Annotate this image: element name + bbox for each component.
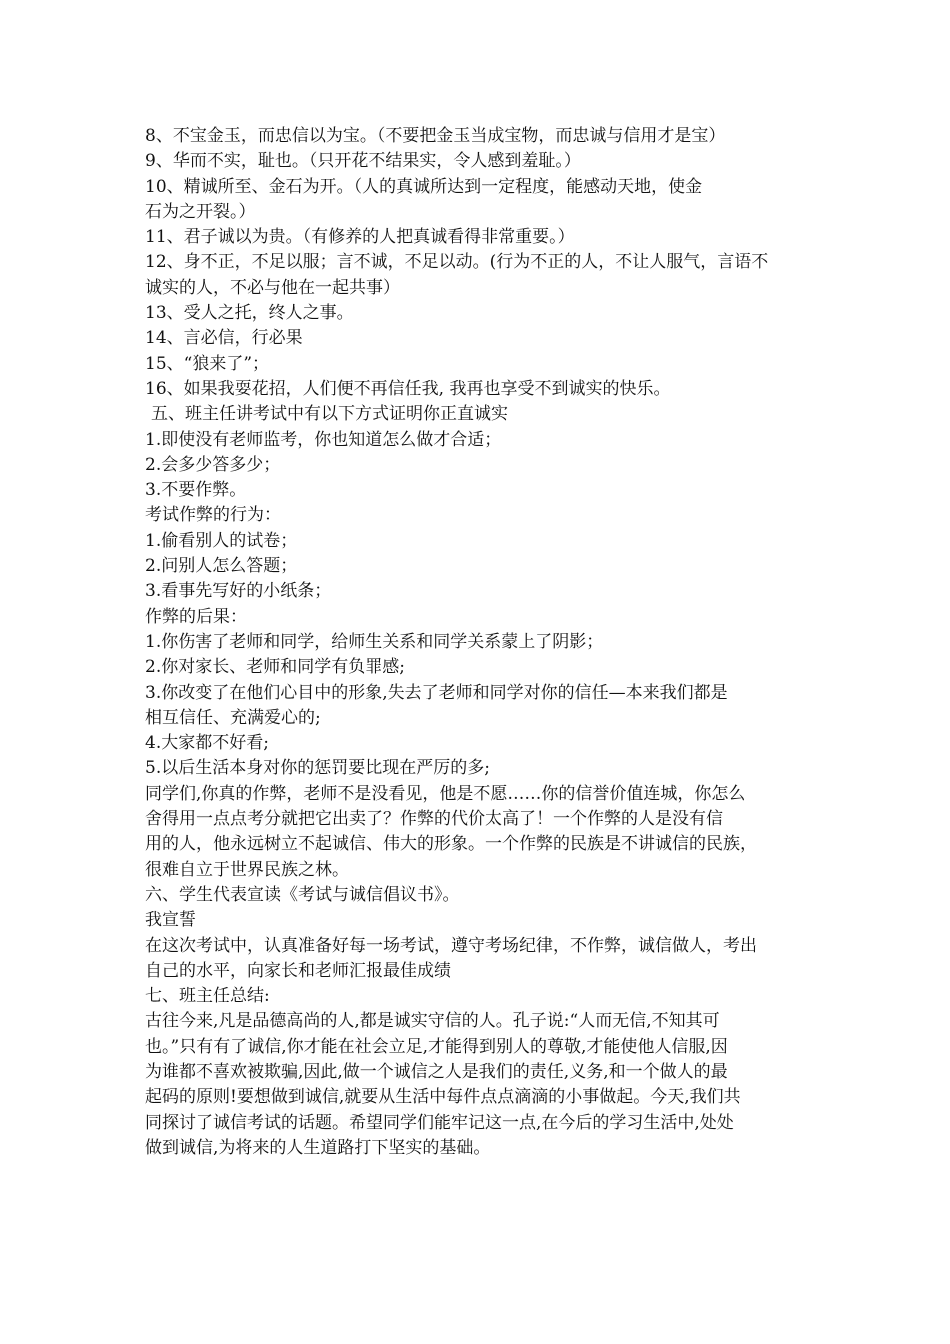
text-line: 在这次考试中，认真准备好每一场考试，遵守考场纪律，不作弊，诚信做人，考出 [145,935,757,956]
text-line: 14、言必信，行必果 [145,328,303,349]
text-line: 起码的原则!要想做到诚信,就要从生活中每件点点滴滴的小事做起。今天,我们共 [145,1087,741,1108]
text-line: 石为之开裂。） [145,201,256,222]
text-line: 5.以后生活本身对你的惩罚要比现在严厉的多; [145,758,490,779]
text-line: 3.不要作弊。 [145,480,247,501]
section-heading: 七、班主任总结: [145,986,270,1007]
text-line: 相互信任、充满爱心的; [145,707,321,728]
text-line: 16、如果我耍花招，人们便不再信任我, 我再也享受不到诚实的快乐。 [145,378,671,399]
text-line: 12、身不正，不足以服；言不诚，不足以动。(行为不正的人，不让人服气，言语不 [145,252,769,273]
text-line: 考试作弊的行为： [145,505,281,526]
text-line: 9、华而不实，耻也。（只开花不结果实，令人感到羞耻。） [145,151,581,172]
text-line: 古往今来,凡是品德高尚的人,都是诚实守信的人。孔子说:“人而无信,不知其可 [145,1011,720,1032]
text-line: 3.看事先写好的小纸条； [145,581,332,602]
section-heading: 六、学生代表宣读《考试与诚信倡议书》。 [145,884,460,905]
text-line: 很难自立于世界民族之林。 [145,859,349,880]
text-line: 1.即使没有老师监考，你也知道怎么做才合适； [145,429,502,450]
text-line: 同探讨了诚信考试的话题。希望同学们能牢记这一点,在今后的学习生活中,处处 [145,1112,734,1133]
text-line: 也。”只有有了诚信,你才能在社会立足,才能得到别人的尊敬,才能使他人信服,因 [145,1036,728,1057]
text-line: 4.大家都不好看; [145,733,269,754]
text-line: 做到诚信,为将来的人生道路打下坚实的基础。 [145,1137,491,1158]
section-heading: 五、班主任讲考试中有以下方式证明你正直诚实 [151,404,508,425]
text-line: 10、精诚所至、金石为开。（人的真诚所达到一定程度，能感动天地，使金 [145,176,703,197]
text-line: 2.会多少答多少； [145,454,281,475]
text-line: 为谁都不喜欢被欺骗,因此,做一个诚信之人是我们的责任,义务,和一个做人的最 [145,1061,728,1082]
text-line: 舍得用一点点考分就把它出卖了？作弊的代价太高了！一个作弊的人是没有信 [145,809,723,830]
text-line: 3.你改变了在他们心目中的形象,失去了老师和同学对你的信任—本来我们都是 [145,682,728,703]
text-line: 8、不宝金玉，而忠信以为宝。（不要把金玉当成宝物，而忠诚与信用才是宝） [145,126,726,146]
text-line: 2.问别人怎么答题； [145,556,298,577]
text-line: 11、君子诚以为贵。（有修养的人把真诚看得非常重要。） [145,227,575,248]
text-line: 诚实的人，不必与他在一起共事） [145,277,400,298]
text-line: 我宣誓 [145,910,196,931]
text-line: 用的人，他永远树立不起诚信、伟大的形象。一个作弊的民族是不讲诚信的民族， [145,834,757,855]
text-line: 1.你伤害了老师和同学，给师生关系和同学关系蒙上了阴影； [145,631,604,652]
text-line: 15、“狼来了”； [145,353,270,374]
text-line: 自己的水平，向家长和老师汇报最佳成绩 [145,960,451,981]
text-line: 作弊的后果： [145,606,247,627]
text-line: 同学们,你真的作弊，老师不是没看见，他是不愿……你的信誉价值连城，你怎么 [145,783,746,804]
document-body [145,124,810,1161]
text-line: 13、受人之托，终人之事。 [145,303,354,324]
text-line: 1.偷看别人的试卷； [145,530,298,551]
text-line: 2.你对家长、老师和同学有负罪感; [145,657,405,678]
